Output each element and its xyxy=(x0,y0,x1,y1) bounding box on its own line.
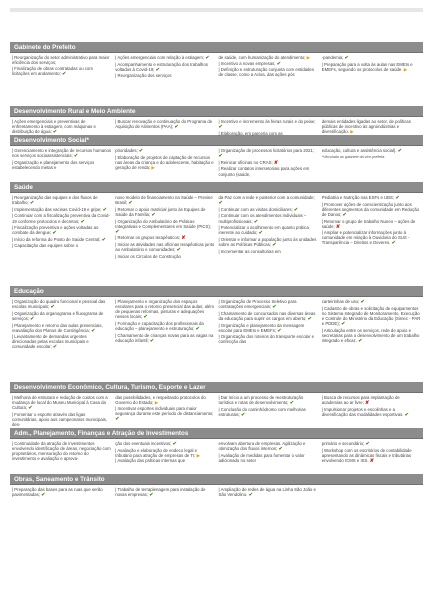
done-icon: ✔ xyxy=(248,492,253,499)
top-divider xyxy=(10,8,423,12)
column-1 xyxy=(10,441,113,464)
column-1 xyxy=(10,195,113,259)
done-icon: ✔ xyxy=(29,200,35,207)
column-2 xyxy=(113,119,216,136)
column-1 xyxy=(10,299,113,351)
done-icon: ✔ xyxy=(28,405,33,412)
done-icon: ✔ xyxy=(344,55,349,62)
done-icon: ✔ xyxy=(404,411,409,418)
done-icon: ✔ xyxy=(128,200,133,207)
in-progress-icon: ▶ xyxy=(151,164,155,170)
item-text: | Continuar com os atendimentos individuais – multiprofissionais; xyxy=(218,213,307,224)
column-2 xyxy=(113,195,216,259)
done-icon: ✔ xyxy=(253,218,259,225)
item-text: | Definição e estruturação conjunta com entidades de classe, como a Acisa, das ações pós xyxy=(218,67,314,78)
item-text: demais entidades ligadas ao setor, de políticas públicas de incentivo às agroindústrias e diversificação. xyxy=(321,119,411,135)
column-3 xyxy=(217,148,320,177)
column-2 xyxy=(113,148,216,177)
column-1 xyxy=(10,55,113,79)
not-done-icon: ✘ xyxy=(181,235,186,242)
done-icon: ✔ xyxy=(52,230,57,237)
done-icon: ✔ xyxy=(50,304,55,311)
item-text: | Iniciar as atividades nas oficinas terapêuticas junto ao Ambulatório e comunidades; xyxy=(115,241,215,253)
column-4 xyxy=(320,299,423,351)
item-text: | Promover ações de conscientização junto aos diferentes segmentos da comunidade em Redução de Danos; xyxy=(321,201,419,217)
item-text: envolvam abertura de empresas. Agilização e otimização dos fluxos internos; xyxy=(218,441,306,452)
column-3 xyxy=(217,195,320,259)
done-icon: ✔ xyxy=(205,55,210,62)
column-4 xyxy=(320,395,423,428)
column-3 xyxy=(217,441,320,464)
section-social xyxy=(10,135,423,178)
item-text: de saúde, com humanização do atendimento; xyxy=(218,55,306,61)
item-text: | Organização da organograma e fluxograma de serviços; xyxy=(12,310,104,321)
item-text: | Continuar com a fiscalização preventiva da Covid-19 conforme protocolos e decretos; xyxy=(12,213,110,224)
in-progress-icon: ▶ xyxy=(154,400,159,406)
done-icon: ✔ xyxy=(272,241,277,248)
item-text: da Paz com a rede e posterior com a comunidade; xyxy=(218,195,315,201)
done-icon: ✔ xyxy=(358,337,363,344)
item-text: | Iniciar os Círculos de Construção xyxy=(115,253,181,259)
section-desenvolvimento-economico xyxy=(10,382,423,428)
item-text: | Reorganização das equipes e dos fluxos de trabalho; xyxy=(12,195,98,206)
item-text: Pediatria e Nutrição nas ESFs e UBS; xyxy=(321,195,395,201)
item-text: | Ampliação de redes de água na Linha São João e São Vendolino. xyxy=(218,487,316,498)
item-text: novo modelo de financiamento na Saúde – Previne Brasil; xyxy=(115,195,213,206)
item-text: | Cadastro de obras e solicitação de equipamentos no Sistema Integrado de Monitoramento, Execução e Controle do Ministério da Educação (Simec - PAR e PDDE); xyxy=(321,305,421,327)
section-header: Desenvolvimento Social* xyxy=(10,135,423,146)
item-text: | Dar início a um processo de reestruturação turística e rotas de desenvolvimento; xyxy=(218,395,304,406)
not-done-icon: ✘ xyxy=(273,159,279,166)
done-icon: ✔ xyxy=(397,148,402,155)
item-text: | Articulação entre os serviços, rede de apoio e secretarias para o desenvolvimento de um trabalho integrado e eficaz. xyxy=(321,327,420,343)
item-text: | Melhoria de estrutura e redução de custos com a mudança de local do Museu Municipal à Casa da Cultura; xyxy=(12,395,108,411)
item-text: | Organização do quadro funcional e pessoal das escolas municipais; xyxy=(12,299,106,310)
column-3 xyxy=(217,119,320,136)
done-icon: ✔ xyxy=(391,240,396,247)
section-header: Adm., Planejamento, Finanças e Atração de Investimentos xyxy=(10,428,423,439)
section-obras xyxy=(10,474,423,499)
item-text: | Workshop com os escritórios de contabilidade apresentando as dinâmicas fiscais e tributárias envolvendo ICMS e ISS. xyxy=(321,447,412,463)
document-page xyxy=(10,8,423,592)
not-done-icon: ✘ xyxy=(369,457,374,464)
in-progress-icon: ▶ xyxy=(350,129,354,135)
done-icon: ✔ xyxy=(218,124,223,131)
item-text: | Continuidade da atração de investimentos envolvendo identificação de áreas, negociação com proprietários, mensuração do retorno do investimento e avaliação e aprova- xyxy=(12,441,111,462)
item-text: | Acompanhamento e estruturação dos trabalhos voltados à Covid-19; xyxy=(115,61,208,72)
item-text: | Início da reforma do Posto de Saúde Central; xyxy=(12,236,101,242)
section-header: Saúde xyxy=(10,182,423,193)
item-text: das possibilidades, e respeitando protocolos do Governo do Estado; xyxy=(115,395,206,406)
done-icon: ✔ xyxy=(278,446,283,453)
column-2 xyxy=(113,441,216,464)
item-text: | Organização e planejamento dos serviços estabelecendo metas e xyxy=(12,159,95,170)
done-icon: ✔ xyxy=(176,247,181,254)
item-text: | Gerenciamento e integração de recursos humanos nos serviços socioassistenciais; xyxy=(12,148,112,159)
done-icon: ✔ xyxy=(138,148,144,155)
item-text: | Buscar renovação e continuação do Programa de Aquisição de Alimentos (PAA); xyxy=(115,119,213,130)
section-header: Desenvolvimento Rural e Meio Ambiente xyxy=(10,106,423,117)
column-1 xyxy=(10,487,113,499)
item-text: | Busca de recursos para implantação de academias ao ar livre; xyxy=(321,395,400,406)
done-icon: ✔ xyxy=(174,124,179,131)
item-text: | Orientar e informar a população junto às unidades sobre as Políticas Públicas; xyxy=(218,236,317,247)
column-1 xyxy=(10,119,113,136)
item-text: | Chamamento de crianças novas para as vagas na educação infantil; xyxy=(115,332,214,343)
in-progress-icon: ▶ xyxy=(196,452,201,458)
done-icon: ✔ xyxy=(149,337,155,344)
item-text: | Avaliação de medidas para fomentar o valor adicionado no setor xyxy=(218,452,305,463)
done-icon: ✔ xyxy=(395,195,400,202)
column-1 xyxy=(10,395,113,428)
done-icon: ✔ xyxy=(218,200,223,207)
section-rural xyxy=(10,106,423,136)
item-text: | Fiscalização preventiva e ações voltadas ao combate da dengue; xyxy=(12,225,99,236)
item-text: | Avaliação das práticas internas que xyxy=(115,458,186,464)
item-text: | Incentivar esportes individuais para maior segurança durante este período de distanciamento; xyxy=(115,405,214,416)
item-text: | Continuar com as visitas domiciliares; xyxy=(218,206,293,212)
done-icon: ✔ xyxy=(115,416,120,423)
section-saude xyxy=(10,182,423,282)
column-3 xyxy=(217,299,320,351)
done-icon: ✔ xyxy=(240,411,246,418)
done-icon: ✔ xyxy=(277,327,282,334)
not-done-icon: ✘ xyxy=(365,400,370,407)
item-text: | Elaboração de projetos de captação de recursos nas áreas da criança e do adolescente, habitação e geração de renda; xyxy=(115,154,214,170)
item-text: -pandemia; xyxy=(321,55,344,61)
done-icon: ✔ xyxy=(151,211,156,218)
column-4 xyxy=(320,55,423,79)
item-text: | Organização de processos licitatórios para 2021; xyxy=(218,148,314,154)
column-4 xyxy=(320,441,423,464)
item-text: carteirinhas de uso; xyxy=(321,299,360,305)
done-icon: ✔ xyxy=(52,344,58,351)
done-icon: ✔ xyxy=(342,211,347,218)
done-icon: ✔ xyxy=(73,153,79,160)
done-icon: ✔ xyxy=(307,315,312,322)
item-text: | Realizar contatos intersetoriais para ações em conjunto (saúde, xyxy=(218,166,310,177)
column-4 xyxy=(320,195,423,259)
in-progress-icon: ▶ xyxy=(403,66,408,72)
done-icon: ✔ xyxy=(365,441,370,448)
item-text: ção dos eventuais incentivos; xyxy=(115,441,172,447)
item-text: | Retomar o apoio matricial junto às Equipes de Saúde da Família; xyxy=(115,206,206,217)
column-4 xyxy=(320,487,423,499)
column-3 xyxy=(217,487,320,499)
section-header: Educação xyxy=(10,286,423,297)
footnote: *Vinculada ao gabinete da vice-prefeita. xyxy=(321,154,386,159)
column-2 xyxy=(113,299,216,351)
column-4 xyxy=(320,148,423,177)
item-text: educação, cultura e assistência social). xyxy=(321,148,397,154)
item-text: | Incentivo a novas empresas; xyxy=(218,60,276,66)
done-icon: ✔ xyxy=(293,206,299,213)
done-icon: ✔ xyxy=(61,70,67,77)
done-icon: ✔ xyxy=(41,492,46,499)
column-2 xyxy=(113,55,216,79)
item-text: | Potencializar o acolhimento em quanto prática inerente ao cuidado; xyxy=(218,225,309,236)
section-administracao xyxy=(10,428,423,470)
column-4 xyxy=(320,119,423,136)
done-icon: ✔ xyxy=(155,66,160,73)
done-icon: ✔ xyxy=(80,218,85,225)
in-progress-icon: ▶ xyxy=(306,55,311,61)
done-icon: ✔ xyxy=(172,441,177,448)
item-text: | Capacitação das equipes sobre o xyxy=(12,243,79,249)
done-icon: ✔ xyxy=(91,327,96,334)
done-icon: ✔ xyxy=(52,129,58,136)
item-text: | Organização do Ambulatório de Práticas Integrativas e Complementares em Saúde (PICS); xyxy=(115,218,212,229)
item-text: | Elaboração, em parceria com as xyxy=(218,130,283,136)
item-text: | Organização e planejamento da mensagem escolar para EMEIs e EMEFs; xyxy=(218,322,305,333)
item-text: | Planejamento e organização dos espaços escolares para o retorno presencial das aulas; além de pequenas reformas, pinturas e adequações nesses locais; xyxy=(115,299,214,320)
item-text: primário e secundário; xyxy=(321,441,365,447)
item-text: | Impulsionar projetos e escolinhas e a diversificação das modalidades esportivas. xyxy=(321,406,404,417)
section-gabinete xyxy=(10,42,423,102)
done-icon: ✔ xyxy=(102,206,107,213)
not-done-icon: ✘ xyxy=(335,223,341,230)
done-icon: ✔ xyxy=(341,321,346,328)
done-icon: ✔ xyxy=(258,230,263,237)
column-2 xyxy=(113,487,216,499)
item-text: | Trabalho de terraplenagem para instalação de novas empresas; xyxy=(115,487,206,498)
item-text: | Reorganização dos serviços xyxy=(115,73,172,79)
item-text: | Planejamento e retorno das aulas presenciais, reavaliação dos Planos de Contingência; xyxy=(12,322,103,333)
item-text: | Incrementar as consultorias em xyxy=(218,248,281,254)
item-text: | Finalização de obras contratadas ou com licitações em andamento; xyxy=(12,65,93,76)
section-header: Obras, Saneamento e Trânsito xyxy=(10,474,423,485)
item-text: | Levantamento de demandas urgentes direcionadas pelas escolas municipais e comunidade escolar; xyxy=(12,334,89,350)
section-header: Desenvolvimento Econômico, Cultura, Turismo, Esporte e Lazer xyxy=(10,382,423,393)
done-icon: ✔ xyxy=(272,304,277,311)
done-icon: ✔ xyxy=(149,492,154,499)
done-icon: ✔ xyxy=(101,236,106,243)
item-text: | Reinicar oficinas no CRAS; xyxy=(218,159,273,165)
item-text: | Ampliar e potencializar informações junto à comunidade em relação à Ouvidoria do SUS - Transparência – Direitos e Deveres. xyxy=(321,230,410,246)
item-text: | Preparação das bases para as ruas que serão pavimentadas; xyxy=(12,487,103,498)
done-icon: ✔ xyxy=(30,315,35,322)
item-text: prioridades; xyxy=(115,148,138,154)
item-text: | Reorganização do setor administrativo para maior eficiência dos serviços; xyxy=(12,55,110,66)
item-text: | Fomentar o esporte através das ligas comunitárias, apoio aos campeonatos municipais, des- xyxy=(12,411,108,428)
done-icon: ✔ xyxy=(276,60,281,67)
item-text: | Preparação para a volta às aulas nas EMEIs e EMEFs, seguindo os protocolos de saúde. xyxy=(321,61,413,72)
item-text: | Conclusão do caminhódromo com melhorias estruturais; xyxy=(218,406,306,417)
item-text: | Incentivo e incremento às feiras rurais e do peixe; xyxy=(218,119,316,125)
column-1 xyxy=(10,148,113,177)
item-text: | Retornar os grupos terapêuticos; xyxy=(115,235,181,241)
item-text: | Ações emergenciais com relação à estiagem; xyxy=(115,55,205,61)
done-icon: ✔ xyxy=(218,153,223,160)
done-icon: ✔ xyxy=(360,299,365,306)
item-text: | Organização de Processo Seletivo para contratações emergenciais; xyxy=(218,299,297,310)
done-icon: ✔ xyxy=(289,400,294,407)
done-icon: ✔ xyxy=(195,326,200,333)
column-3 xyxy=(217,395,320,428)
section-educacao xyxy=(10,286,423,378)
item-text: | Avaliação e elaboração de endeco legal e tributário para atração de empresas de TI; xyxy=(115,447,198,458)
done-icon: ✔ xyxy=(115,228,120,235)
item-text: | Retornar o grupo de trabalho Nuneo – ações de saúde; xyxy=(321,218,416,229)
section-header: Gabinete do Prefeito xyxy=(10,42,423,53)
item-text: | Implementação das vacinas Covid-19 e gripe; xyxy=(12,206,102,212)
column-2 xyxy=(113,395,216,428)
item-text: | Chamamento de concursados nas diversas áreas da educação para suprir os cargos em aberto; xyxy=(218,310,316,321)
item-text: | Ações emergenciais e preventivas de enfrentamento à estiagem, com máquinas e distribuição de água; xyxy=(12,119,96,135)
column-3 xyxy=(217,55,320,79)
item-text: | Organização dos roteiros do transporte escolar e confecção das xyxy=(218,334,314,345)
item-text: | Formação e capacitação dos profissionais da educação – planejamento e estruturação; xyxy=(115,321,204,332)
done-icon: ✔ xyxy=(143,314,148,321)
